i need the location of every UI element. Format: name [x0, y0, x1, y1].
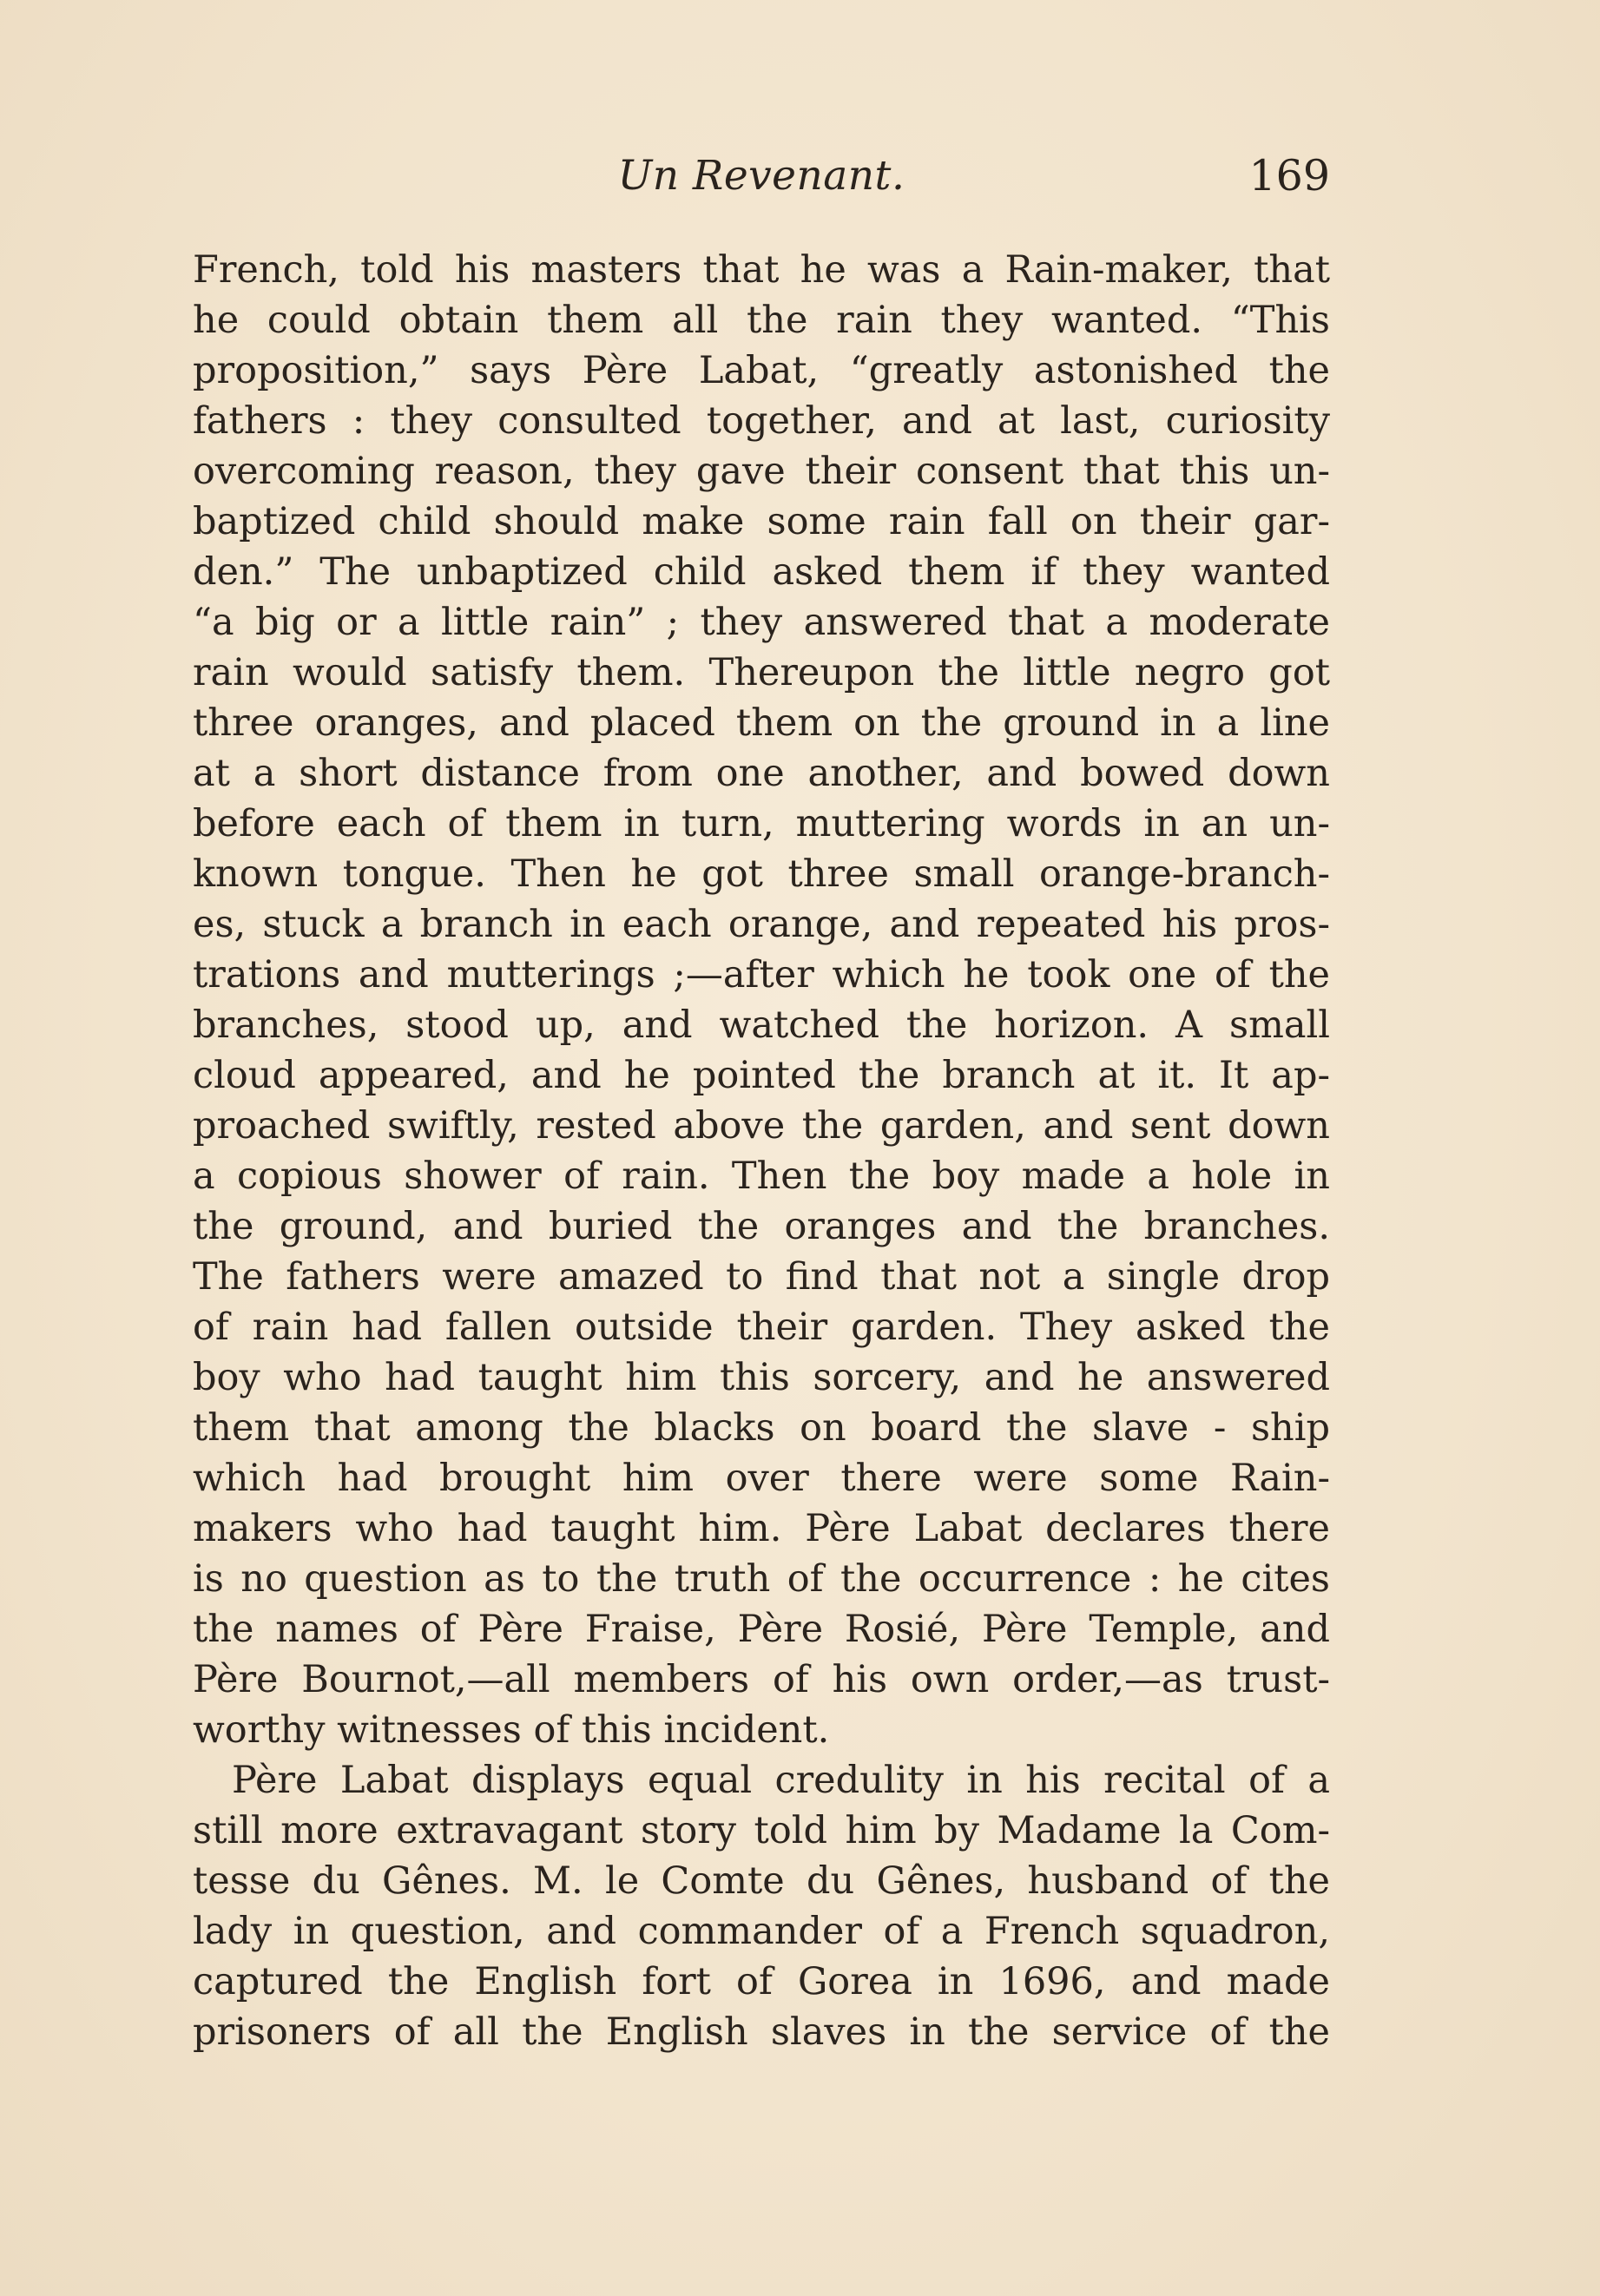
text-line: them that among the blacks on board the slave - ship: [193, 1406, 1330, 1450]
running-head: [193, 146, 1330, 207]
text-line: makers who had taught him. Père Labat declares there: [193, 1507, 1330, 1550]
text-line: the ground, and buried the oranges and the branches.: [193, 1205, 1330, 1248]
text-line: tesse du Gênes. M. le Comte du Gênes, husband of the: [193, 1859, 1330, 1903]
text-line-paragraph-end: worthy witnesses of this incident.: [193, 1708, 830, 1752]
text-line: proposition,” says Père Labat, “greatly astonished the: [193, 349, 1330, 392]
text-line: still more extravagant story told him by Madame la Com-: [193, 1809, 1330, 1852]
text-line: of rain had fallen outside their garden. They asked the: [193, 1306, 1330, 1349]
text-line: baptized child should make some rain fall on their gar-: [193, 500, 1330, 543]
text-line: rain would satisfy them. Thereupon the little negro got: [193, 651, 1330, 694]
text-line: den.” The unbaptized child asked them if they wanted: [193, 550, 1330, 594]
text-line: overcoming reason, they gave their consent that this un-: [193, 450, 1330, 493]
text-line: known tongue. Then he got three small orange-branch-: [193, 852, 1330, 896]
text-line: lady in question, and commander of a French squadron,: [193, 1910, 1330, 1953]
text-line: boy who had taught him this sorcery, and he answered: [193, 1356, 1330, 1399]
text-line: which had brought him over there were some Rain-: [193, 1457, 1330, 1500]
text-line: three oranges, and placed them on the ground in a line: [193, 701, 1330, 745]
text-line: he could obtain them all the rain they wanted. “This: [193, 299, 1330, 342]
text-line: branches, stood up, and watched the horizon. A small: [193, 1003, 1330, 1047]
text-line: at a short distance from one another, and bowed down: [193, 752, 1330, 795]
text-line: trations and mutterings ;—after which he took one of the: [193, 953, 1330, 997]
text-line: cloud appeared, and he pointed the branch at it. It ap-: [193, 1054, 1330, 1097]
text-line: French, told his masters that he was a Rain-maker, that: [193, 248, 1330, 292]
running-title: Un Revenant.: [617, 152, 905, 200]
text-line: is no question as to the truth of the occurrence : he cites: [193, 1557, 1330, 1601]
text-line: a copious shower of rain. Then the boy made a hole in: [193, 1155, 1330, 1198]
text-line: proached swiftly, rested above the garden, and sent down: [193, 1104, 1330, 1148]
page-number: 169: [1248, 151, 1330, 201]
text-line: the names of Père Fraise, Père Rosié, Père Temple, and: [193, 1608, 1330, 1651]
text-line: The fathers were amazed to find that not a single drop: [193, 1255, 1330, 1299]
text-line: “a big or a little rain” ; they answered that a moderate: [193, 601, 1330, 644]
text-line: captured the English fort of Gorea in 1696, and made: [193, 1960, 1330, 2003]
text-line: fathers : they consulted together, and at last, curiosity: [193, 399, 1330, 443]
text-line: prisoners of all the English slaves in the service of the: [193, 2010, 1330, 2054]
text-line: es, stuck a branch in each orange, and repeated his pros-: [193, 903, 1330, 946]
text-line: Père Bournot,—all members of his own order,—as trust-: [193, 1658, 1330, 1701]
text-line-paragraph-start: Père Labat displays equal credulity in his recital of a: [232, 1759, 1330, 1802]
text-line: before each of them in turn, muttering words in an un-: [193, 802, 1330, 845]
body-text: [193, 245, 1330, 2057]
